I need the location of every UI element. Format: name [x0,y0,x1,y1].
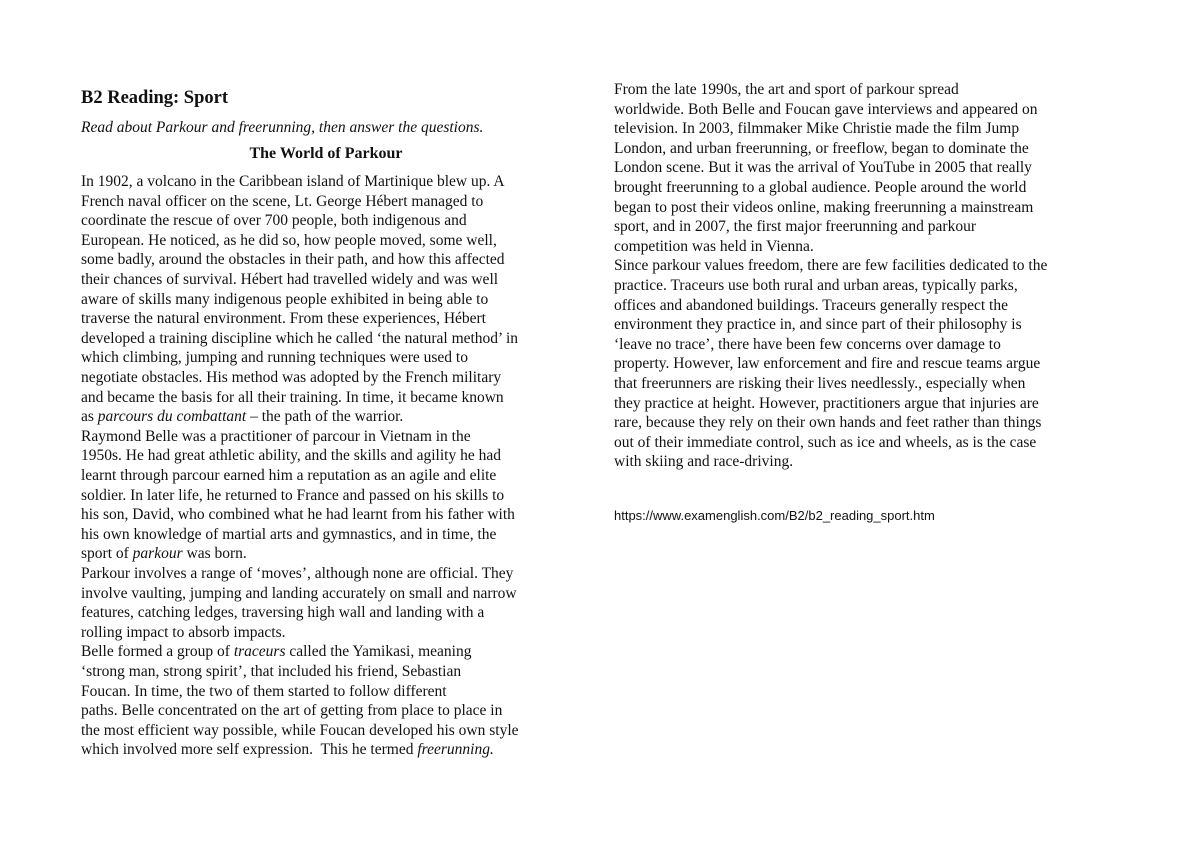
text-segment: which involved more self expression. This he termed [81,741,418,759]
text-line: From the late 1990s, the art and sport of parkour spread [614,81,959,98]
text-line: his own knowledge of martial arts and gymnastics, and in time, the [81,525,497,543]
text-line: In 1902, a volcano in the Caribbean island of Martinique blew up. A [81,173,505,190]
text-line: brought freerunning to a global audience. People around the world [614,179,1027,196]
text-line: European. He noticed, as he did so, how people moved, some well, [81,231,497,249]
text-line: 1950s. He had great athletic ability, and the skills and agility he had [81,447,501,465]
text-line [81,642,471,662]
text-line: his son, David, who combined what he had learnt from his father with [81,506,515,524]
text-line: rare, because they rely on their own hands and feet rather than things [614,414,1042,432]
text-line: negotiate obstacles. His method was adopted by the French military [81,369,502,386]
text-line: French naval officer on the scene, Lt. George Hébert managed to [81,192,484,210]
text-segment: sport of [81,545,133,563]
text-line: practice. Traceurs use both rural and urban areas, typically parks, [614,277,1018,294]
text-line: ‘strong man, strong spirit’, that included his friend, Sebastian [81,663,462,680]
page-title: B2 Reading: Sport [81,88,228,108]
text-segment: Belle formed a group of [81,643,234,661]
italic-term: freerunning. [417,741,494,759]
italic-term: parkour [132,545,183,563]
article-title: The World of Parkour [249,145,403,162]
text-line: paths. Belle concentrated on the art of getting from place to place in [81,702,503,720]
text-line: competition was held in Vienna. [614,237,814,255]
text-line: Parkour involves a range of ‘moves’, although none are official. They [81,565,514,582]
source-url: https://www.examenglish.com/B2/b2_reading_sport.htm [614,508,935,523]
text-line: involve vaulting, jumping and landing accurately on small and narrow [81,584,517,602]
text-line: ‘leave no trace’, there have been few concerns over damage to [614,335,1001,353]
instructions: Read about Parkour and freerunning, then answer the questions. [81,119,484,136]
text-segment: called the Yamikasi, meaning [285,643,472,661]
text-line: environment they practice in, and since part of their philosophy is [614,316,1022,334]
text-line: soldier. In later life, he returned to France and passed on his skills to [81,486,505,504]
text-line: their chances of survival. Hébert had travelled widely and was well [81,271,499,288]
text-segment: – the path of the warrior. [246,408,404,426]
text-line: London scene. But it was the arrival of YouTube in 2005 that really [614,159,1032,177]
text-line: that freerunners are risking their lives needlessly., especially when [614,375,1026,392]
text-line: worldwide. Both Belle and Foucan gave interviews and appeared on [614,100,1038,118]
text-line: sport, and in 2007, the first major freerunning and parkour [614,218,977,236]
text-line: Foucan. In time, the two of them started to follow different [81,682,447,700]
text-line: rolling impact to absorb impacts. [81,623,286,641]
text-line: offices and abandoned buildings. Traceurs generally respect the [614,296,1008,314]
text-line: and became the basis for all their training. In time, it became known [81,388,504,406]
text-line: television. In 2003, filmmaker Mike Christie made the film Jump [614,120,1020,138]
text-line: aware of skills many indigenous people exhibited in being able to [81,290,489,308]
text-line [81,740,494,760]
text-line: the most efficient way possible, while Foucan developed his own style [81,721,519,739]
text-line: out of their immediate control, such as ice and wheels, as is the case [614,433,1037,451]
text-line: traverse the natural environment. From these experiences, Hébert [81,310,486,328]
text-line [81,407,403,427]
text-line: developed a training discipline which he called ‘the natural method’ in [81,329,519,347]
text-line: property. However, law enforcement and fire and rescue teams argue [614,355,1041,373]
text-line: coordinate the rescue of over 700 people, both indigenous and [81,212,467,230]
text-segment: as [81,408,98,426]
text-segment: was born. [182,545,247,563]
italic-term: traceurs [233,643,286,661]
text-line: Since parkour values freedom, there are few facilities dedicated to the [614,257,1048,275]
text-line: London, and urban freerunning, or freeflow, began to dominate the [614,139,1029,157]
text-line: began to post their videos online, making freerunning a mainstream [614,198,1034,216]
text-line: which climbing, jumping and running techniques were used to [81,349,468,367]
text-line: some badly, around the obstacles in their path, and how this affected [81,251,505,269]
text-line [81,544,247,564]
italic-term: parcours du combattant [97,408,247,426]
text-line: they practice at height. However, practitioners argue that injuries are [614,394,1039,412]
text-line: learnt through parcour earned him a reputation as an agile and elite [81,467,497,484]
text-line: features, catching ledges, traversing high wall and landing with a [81,604,485,622]
text-line: Raymond Belle was a practitioner of parcour in Vietnam in the [81,427,471,445]
text-line: with skiing and race-driving. [614,453,794,471]
